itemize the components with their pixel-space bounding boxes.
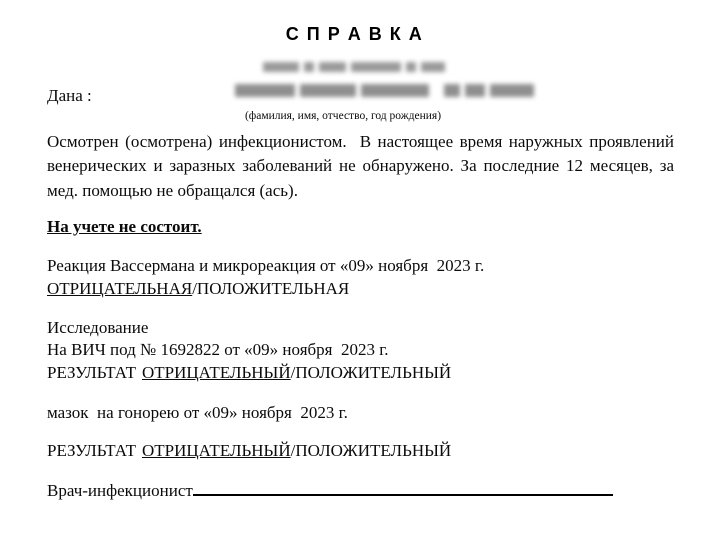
- examination-paragraph: Осмотрен (осмотрена) инфекционистом. В настоящее время наружных проявлений венерических и заразных заболеваний не обнаружено. За последние 12 месяцев, за мед. помощью не обращался (ась).: [47, 132, 674, 200]
- research-heading: Исследование: [47, 318, 149, 337]
- result-separator-icon: /: [290, 441, 296, 460]
- wasserman-result-positive: ПОЛОЖИТЕЛЬНАЯ: [196, 279, 350, 298]
- redacted-blur-segment: [304, 62, 314, 72]
- page-title: С П Р А В К А: [285, 24, 424, 44]
- redacted-blur-segment: [421, 62, 445, 72]
- redacted-name-blur: [235, 84, 534, 97]
- hiv-test-line: На ВИЧ под № 1692822 от «09» ноября 2023 г.: [47, 340, 389, 359]
- smear-test-line: мазок на гонорею от «09» ноября 2023 г.: [47, 403, 348, 422]
- redacted-blur-segment: [361, 84, 429, 97]
- smear-result-line: [47, 440, 451, 462]
- name-caption: (фамилия, имя, отчество, год рождения): [244, 110, 442, 122]
- smear-result-positive: ПОЛОЖИТЕЛЬНЫЙ: [295, 441, 452, 460]
- redacted-blur-segment: [235, 84, 295, 97]
- wasserman-result-negative: ОТРИЦАТЕЛЬНАЯ: [47, 279, 193, 298]
- smear-result-negative: ОТРИЦАТЕЛЬНЫЙ: [141, 441, 291, 460]
- hiv-result-negative: ОТРИЦАТЕЛЬНЫЙ: [141, 363, 291, 382]
- redacted-blur-segment: [465, 84, 485, 97]
- smear-result-label: РЕЗУЛЬТАТ: [47, 441, 136, 460]
- redacted-blur-segment: [406, 62, 416, 72]
- doctor-label: Врач-инфекционист: [47, 481, 193, 500]
- redacted-blur-segment: [351, 62, 401, 72]
- redacted-blur-segment: [263, 62, 299, 72]
- redacted-blur-segment: [490, 84, 534, 97]
- result-separator-icon: /: [192, 279, 197, 298]
- result-separator-icon: /: [290, 363, 296, 382]
- redacted-date-blur: [263, 62, 445, 72]
- wasserman-line: Реакция Вассермана и микрореакция от «09» ноября 2023 г.: [47, 256, 485, 275]
- wasserman-result-line: [47, 278, 349, 300]
- redacted-blur-segment: [300, 84, 356, 97]
- hiv-result-label: РЕЗУЛЬТАТ: [47, 363, 136, 382]
- issued-label: Дана :: [47, 86, 92, 105]
- doctor-signature-row: [47, 480, 613, 502]
- signature-line: [193, 480, 613, 496]
- registry-status: На учете не состоит.: [47, 217, 202, 236]
- hiv-result-line: [47, 362, 451, 384]
- redacted-blur-segment: [319, 62, 346, 72]
- redacted-blur-segment: [444, 84, 460, 97]
- hiv-result-positive: ПОЛОЖИТЕЛЬНЫЙ: [295, 363, 452, 382]
